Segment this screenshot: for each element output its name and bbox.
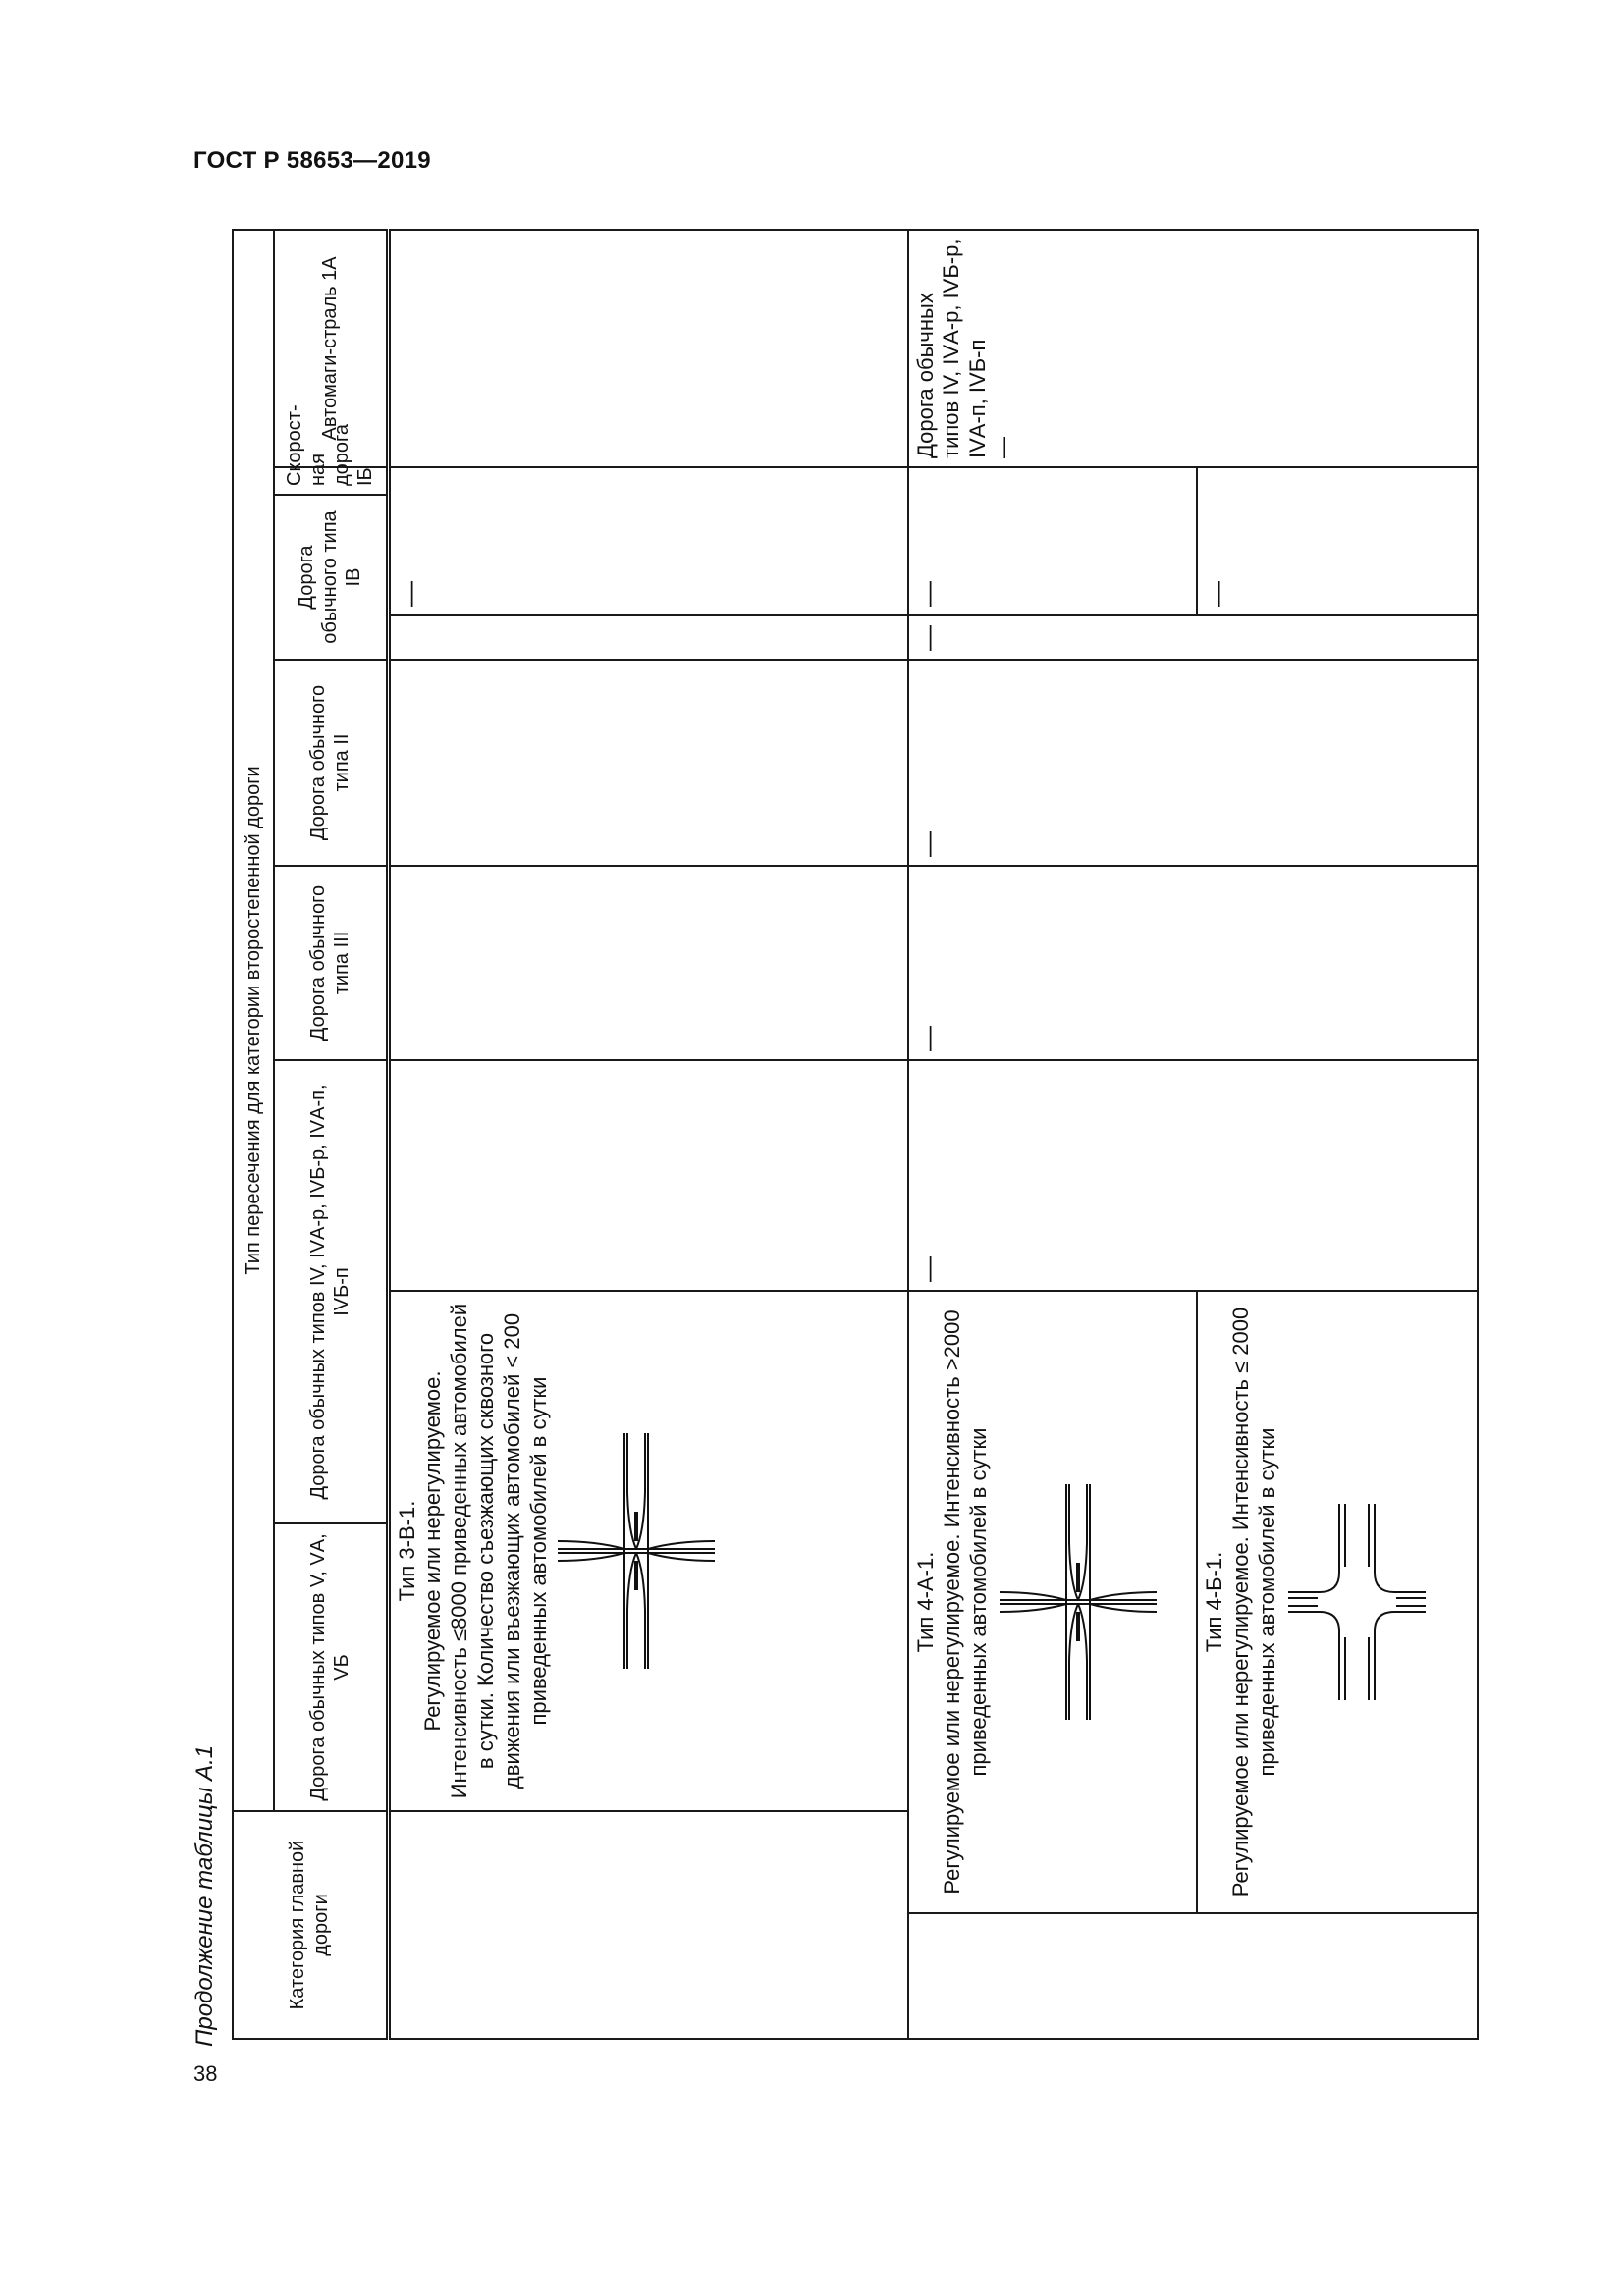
row1-description-block <box>395 1300 553 1802</box>
table-caption <box>187 1723 222 2047</box>
row1-col-iii <box>388 1060 908 1291</box>
row1-col-ibb <box>388 615 908 660</box>
row2-col-ib <box>908 660 1478 866</box>
row1-description: Регулируемое или нерегулируемое. Интенсивность ≤8000 приведенных автомобилей в сутки. Количество съезжающих сквозного движения или въезжающих автомобилей < 200 приведенных автомобилей в сутки <box>420 1303 551 1799</box>
row2a-col-motorway <box>908 467 1197 615</box>
col-header-ii: Дорога обычного типа II <box>274 660 388 866</box>
svg-text:Продолжение таблицы А.1: Продолжение таблицы А.1 <box>191 1744 218 2047</box>
table-caption-text <box>187 1723 222 2047</box>
row1-type-title: Тип 3-В-1. <box>394 1500 419 1602</box>
row2-col-ii-dash: — <box>913 1026 943 1051</box>
row2a-description-block <box>913 1300 992 1904</box>
row1-motorway-dash: — <box>394 581 424 607</box>
row2-col-ib-dash: — <box>913 831 943 857</box>
col-header-iii: Дорога обычного типа III <box>274 866 388 1060</box>
intersection-types-table <box>232 229 1479 2040</box>
row2-col-v <box>908 1913 1478 2039</box>
row1-intersection-diagram <box>558 1433 715 1669</box>
row2b-description-block <box>1202 1300 1280 1904</box>
col-header-ibb: Скорост-ная дорога IБ <box>274 467 388 495</box>
row2-col-iii <box>908 1060 1478 1291</box>
row2a-type-title: Тип 4-А-1. <box>913 1551 938 1653</box>
row2a-description: Регулируемое или нерегулируемое. Интенсивность >2000 приведенных автомобилей в сутки <box>939 1309 991 1895</box>
row2b-col-motorway <box>1197 467 1478 615</box>
row2a-col-iv <box>908 1291 1197 1913</box>
row2b-col-iv <box>1197 1291 1478 1913</box>
main-road-header: Категория главной дороги <box>233 1811 388 2039</box>
col-header-iva: Дорога обычных типов IV, IVА-р, IVБ-р, IVА-п, IVБ-п <box>274 1060 388 1523</box>
rotated-table-stage <box>232 231 1485 2040</box>
page-number: 38 <box>193 2061 218 2086</box>
row1-category <box>388 230 908 467</box>
row1-col-v <box>388 1811 908 2039</box>
row2-category-text: Дорога обычных типов IV, IVА-р, IVБ-р, IVА-п, IVБ-п <box>913 239 990 458</box>
row2-col-iii-dash: — <box>913 1256 943 1282</box>
row2-col-ibb-dash: — <box>913 625 943 651</box>
row2-col-ii <box>908 866 1478 1060</box>
row1-col-ib <box>388 660 908 866</box>
row2-col-ibb <box>908 615 1478 660</box>
row2b-description: Регулируемое или нерегулируемое. Интенсивность ≤ 2000 приведенных автомобилей в сутки <box>1227 1307 1279 1897</box>
row2-category-dash: — <box>991 437 1016 458</box>
row2a-intersection-diagram <box>1000 1484 1157 1720</box>
row1-col-iv <box>388 1291 908 1811</box>
row1-col-motorway <box>388 467 908 615</box>
secondary-road-header: Тип пересечения для категории второстепенной дороги <box>233 230 274 1811</box>
col-header-1a: Дорога обычных типов V, VА, VБ <box>274 1523 388 1811</box>
row2b-intersection-diagram <box>1288 1504 1426 1700</box>
row1-col-ii <box>388 866 908 1060</box>
row2b-type-title: Тип 4-Б-1. <box>1202 1551 1226 1653</box>
row2a-motorway-dash: — <box>913 581 943 607</box>
col-header-ib: Дорога обычного типа IВ <box>274 495 388 660</box>
row2b-motorway-dash: — <box>1202 581 1231 607</box>
col-header-motorway: Автомаги-страль 1А <box>274 230 388 467</box>
document-header: ГОСТ Р 58653—2019 <box>193 147 431 174</box>
row2-category <box>908 230 1478 467</box>
